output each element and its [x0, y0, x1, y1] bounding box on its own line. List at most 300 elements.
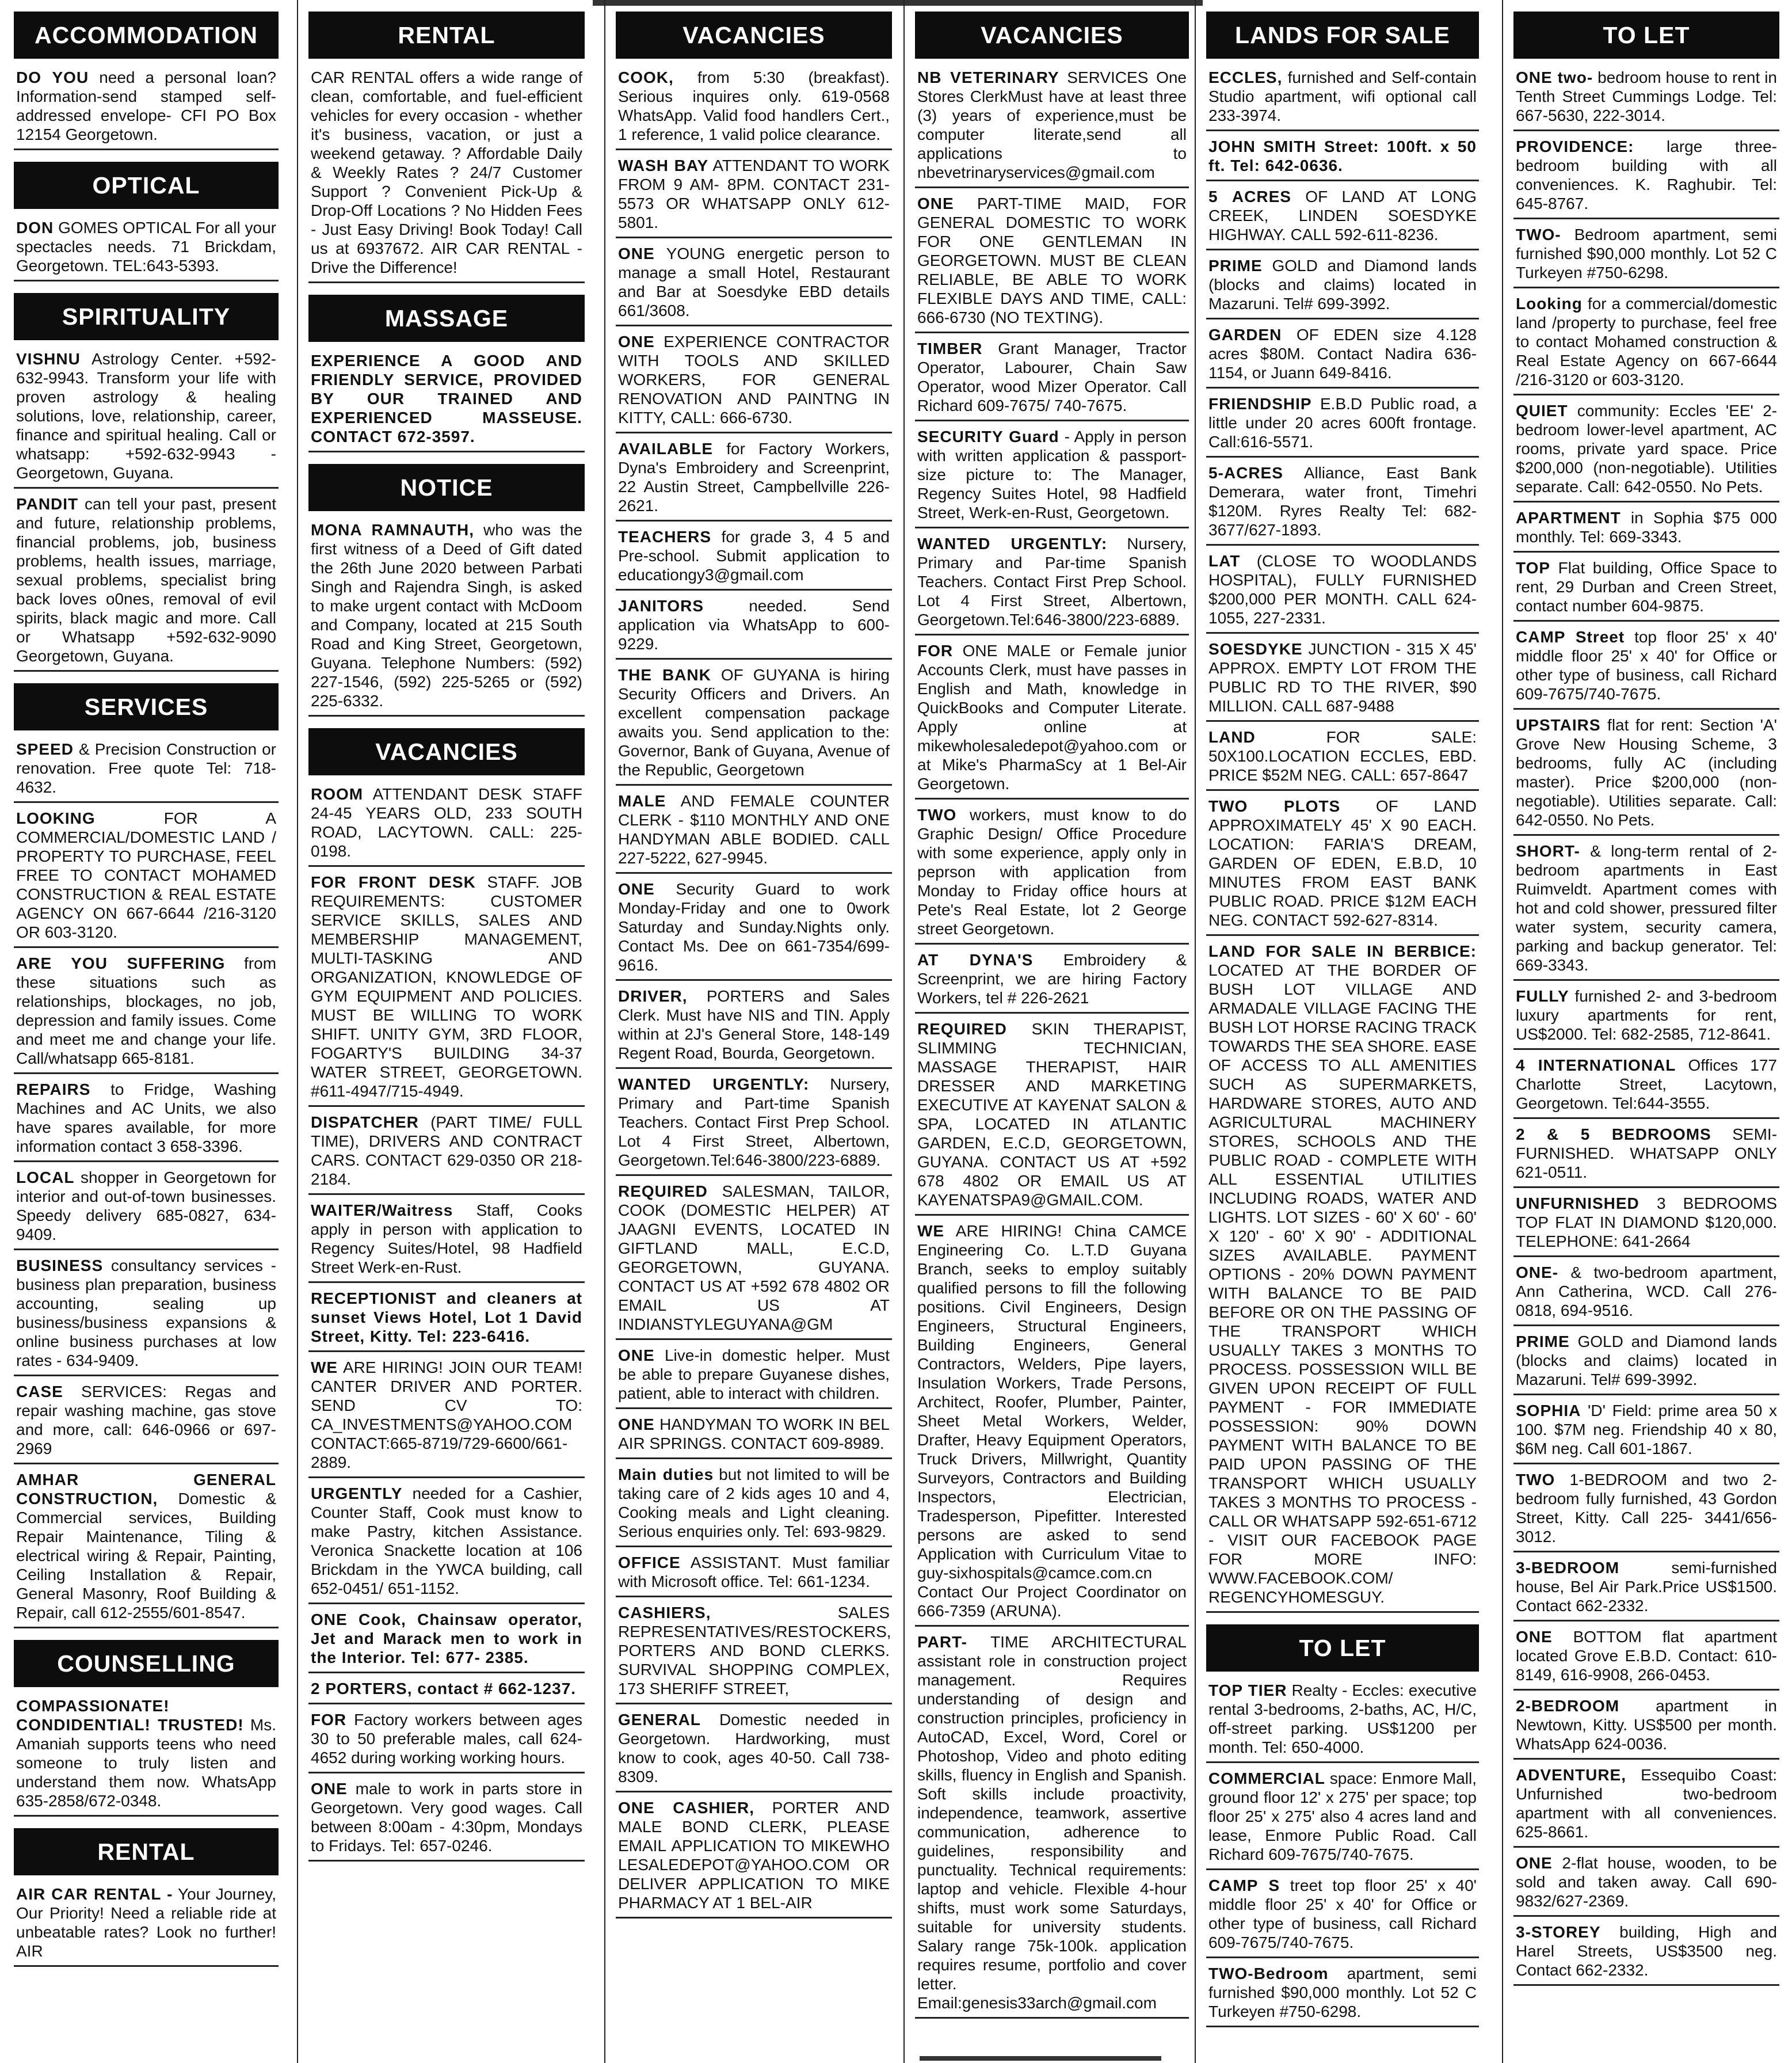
- classified-column: [1513, 0, 1779, 2063]
- ad-lead: ONE Cook, Chainsaw operator, Jet and Marack men to work in the Interior. Tel: 677- 2385.: [311, 1611, 582, 1666]
- ad-text: Essequibo Coast: Unfurnished two-bedroom apartment with all conveniences. 625-8661.: [1516, 1766, 1777, 1841]
- classified-ad: [308, 520, 585, 717]
- ad-text: community: Eccles 'EE' 2-bedroom lower-level apartment, AC rooms, private yard space. Price $200,000 (non-negotiable). Utilities separate. Call: 642-0550. No Pets.: [1516, 402, 1778, 496]
- ad-lead: UNFURNISHED: [1516, 1194, 1640, 1212]
- classified-ad: [1206, 1769, 1479, 1870]
- ad-text: OF EDEN size 4.128 acres $80M. Contact Nadira 636-1154, or Juann 649-8416.: [1208, 326, 1477, 382]
- ad-text: Domestic needed in Georgetown. Hardworking, must know to cook, ages 40-50. Call 738-8309.: [618, 1711, 890, 1786]
- classified-ad: [1513, 1332, 1779, 1395]
- classified-ad: [616, 665, 892, 786]
- ad-lead: TWO: [1516, 1471, 1555, 1489]
- section-header: COUNSELLING: [14, 1640, 279, 1687]
- ad-lead: SPEED: [16, 740, 74, 758]
- ad-text: furnished 2- and 3-bedroom luxury apartments for rent, US$2000. Tel: 682-2585, 712-8641.: [1516, 987, 1778, 1043]
- ad-lead: JOHN SMITH Street: 100ft. x 50 ft. Tel: 642-0636.: [1208, 138, 1477, 174]
- ad-text: SALESMAN, TAILOR, COOK (DOMESTIC HELPER) AT JAAGNI EVENTS, LOCATED IN GIFTLAND MALL, E.C.D, GEORGETOWN, GUYANA. CONTACT US AT +592 678 4802 OR EMAIL US AT INDIANSTYLEGUYANA@GM: [618, 1182, 890, 1333]
- ad-lead: UPSTAIRS: [1516, 716, 1601, 734]
- ad-lead: TWO-: [1516, 226, 1561, 243]
- classified-ad: [1206, 325, 1479, 389]
- column-rule: [297, 0, 298, 2063]
- section-header: VACANCIES: [616, 12, 892, 59]
- ad-lead: REPAIRS: [16, 1080, 91, 1098]
- ad-text: Nursery, Primary and Par-time Spanish Teachers. Contact First Prep School. Lot 4 First Street, Albertown, Georgetown.Tel:646-3800/223-6889.: [917, 535, 1187, 629]
- classified-ad: [14, 1382, 279, 1464]
- ad-text: SERVICES: Regas and repair washing machine, gas stove and more, call: 646-0966 or 697-2969: [16, 1383, 277, 1457]
- ad-text: Nursery, Primary and Part-time Spanish Teachers. Contact First Prep School. Lot 4 First Street, Albertown, Georgetown.Tel:646-3800/223-6889.: [618, 1075, 890, 1169]
- ad-lead: LAND FOR SALE IN BERBICE:: [1208, 942, 1477, 960]
- classified-ad: [616, 332, 892, 433]
- ad-lead: DO YOU: [16, 68, 89, 86]
- classified-ad: [915, 641, 1189, 800]
- ad-lead: WE: [311, 1358, 338, 1376]
- classified-ad: [616, 791, 892, 874]
- classified-ad: [1513, 1558, 1779, 1622]
- ad-lead: ONE CASHIER,: [618, 1799, 755, 1817]
- ad-lead: 2 & 5 BEDROOMS: [1516, 1125, 1711, 1143]
- classified-ad: [308, 1610, 585, 1673]
- ad-text: shopper in Georgetown for interior and out-of-town businesses. Speedy delivery 685-0827, 634-9409.: [16, 1168, 276, 1243]
- classified-ad: [1206, 256, 1479, 319]
- classified-ad: [308, 1113, 585, 1195]
- classified-ad: [915, 1221, 1189, 1627]
- ad-lead: ADVENTURE,: [1516, 1766, 1627, 1784]
- classified-ad: [1513, 1470, 1779, 1552]
- section-header: LANDS FOR SALE: [1206, 12, 1479, 59]
- ad-lead: ONE: [618, 245, 655, 262]
- ad-text: Factory workers between ages 30 to 50 preferable males, call 624-4652 during working working hours.: [311, 1711, 583, 1767]
- ad-lead: PRIME: [1516, 1333, 1570, 1350]
- classified-ad: [1513, 1923, 1779, 1986]
- classified-ad: [1513, 1125, 1779, 1188]
- column-rule: [604, 0, 605, 2063]
- ad-text: ASSISTANT. Must familiar with Microsoft office. Tel: 661-1234.: [618, 1554, 890, 1590]
- ad-text: male to work in parts store in Georgetown. Very good wages. Call between 8:00am - 4:30pm, Mondays to Fridays. Tel: 657-0246.: [311, 1780, 583, 1855]
- classified-ad: [1513, 401, 1779, 503]
- ad-text: apartment, semi furnished $90,000 monthly. Lot 52 C Turkeyen #750-6298.: [1208, 1965, 1477, 2020]
- classified-ad: [1513, 1853, 1779, 1917]
- classified-ad: [1513, 627, 1779, 710]
- classified-ad: [616, 596, 892, 660]
- ad-lead: TOP TIER: [1208, 1681, 1287, 1699]
- classified-ad: [1206, 942, 1479, 1613]
- section-header: NOTICE: [308, 464, 585, 511]
- ad-text: semi-furnished house, Bel Air Park.Price US$1500. Contact 662-2332.: [1516, 1559, 1777, 1615]
- classified-ad: [14, 1080, 279, 1162]
- classified-ad: [616, 1798, 892, 1919]
- section-header: SERVICES: [14, 683, 279, 730]
- ad-lead: QUIET: [1516, 402, 1568, 420]
- ad-lead: PROVIDENCE:: [1516, 138, 1634, 155]
- classified-ad: [1513, 715, 1779, 836]
- ad-text: for Factory Workers, Dyna's Embroidery and Screenprint, 22 Austin Street, Campbellville 226-2621.: [618, 440, 890, 515]
- ad-lead: MONA RAMNAUTH,: [311, 521, 475, 539]
- ad-lead: WAITER/Waitress: [311, 1201, 453, 1219]
- ad-lead: MALE: [618, 792, 666, 810]
- classified-ad: [308, 1779, 585, 1862]
- ad-text: (PART TIME/ FULL TIME), DRIVERS AND CONTRACT CARS. CONTACT 629-0350 OR 218-2184.: [311, 1113, 582, 1188]
- ad-lead: DON: [16, 219, 54, 237]
- ad-lead: TOP: [1516, 559, 1551, 577]
- ad-lead: 4 INTERNATIONAL: [1516, 1056, 1676, 1074]
- ad-lead: GARDEN: [1208, 326, 1282, 344]
- classified-ad: [915, 805, 1189, 945]
- ad-text: CAR RENTAL offers a wide range of clean, comfortable, and fuel-efficient vehicles for every occasion - whether it's business, vacation, or just a weekend getaway. ? Affordable Daily & Weekly Rates ? 24/7 Customer Support ? Convenient Pick-Up & Drop-Off Locations ? No Hidden Fees - Just Easy Driving! Book Today! Call us at 6937672. AIR CAR RENTAL - Drive the Difference!: [311, 68, 582, 276]
- ad-lead: COMMERCIAL: [1208, 1769, 1325, 1787]
- ad-lead: LOOKING: [16, 809, 96, 827]
- section-header: TO LET: [1206, 1624, 1479, 1672]
- ad-text: flat for rent: Section 'A' Grove New Housing Scheme, 3 bedrooms, fully AC (including master). Price $200,000 (non-negotiable). Utilities separate. Call: 642-0550. No Pets.: [1516, 716, 1778, 829]
- ad-lead: AIR CAR RENTAL -: [16, 1885, 173, 1903]
- ad-lead: LAND: [1208, 728, 1256, 746]
- ad-text: ARE HIRING! JOIN OUR TEAM! CANTER DRIVER AND PORTER. SEND CV TO: CA_INVESTMENTS@YAHOO.COM CONTACT:665-8719/729-6600/661-2889.: [311, 1358, 582, 1471]
- ad-lead: ONE: [1516, 1854, 1553, 1872]
- classified-ad: [616, 1553, 892, 1597]
- section-header: ACCOMMODATION: [14, 12, 279, 59]
- section-header: OPTICAL: [14, 162, 279, 209]
- ad-lead: SOESDYKE: [1208, 640, 1303, 658]
- ad-lead: ONE: [311, 1780, 348, 1798]
- classified-ad: [14, 1696, 279, 1817]
- section-header: RENTAL: [14, 1828, 279, 1875]
- ad-lead: ROOM: [311, 785, 364, 803]
- ad-text: can tell your past, present and future, relationship problems, financial problems, job, business problems, health issues, marriage, sexual problems, specialist bring back loves o0nes, removal of evil spirits, black magic and more. Call or Whatsapp +592-632-9090 Georgetown, Guyana.: [16, 495, 277, 665]
- classified-ad: [14, 68, 279, 150]
- ad-lead: BUSINESS: [16, 1257, 104, 1274]
- classified-ad: [1513, 1401, 1779, 1464]
- classified-ad: [915, 1019, 1189, 1216]
- classified-ad: [14, 954, 279, 1074]
- classified-ad: [616, 1415, 892, 1459]
- classified-ad: [616, 527, 892, 591]
- section-header: TO LET: [1513, 12, 1779, 59]
- ad-lead: SOPHIA: [1516, 1402, 1581, 1419]
- ad-lead: AVAILABLE: [618, 440, 714, 458]
- ad-text: 3 BEDROOMS TOP FLAT IN DIAMOND $120,000. TELEPHONE: 641-2664: [1516, 1194, 1778, 1250]
- ad-lead: AT DYNA'S: [917, 951, 1034, 969]
- classified-ad: [308, 873, 585, 1107]
- ad-text: OF LAND APPROXIMATELY 45' X 90 EACH. LOCATION: FARIA'S DREAM, GARDEN OF EDEN, E.B.D, 10 MINUTES FROM EAST BANK PUBLIC ROAD. PRICE $12M EACH NEG. CONTACT 592-627-8314.: [1208, 797, 1477, 929]
- classified-ad: [308, 1710, 585, 1773]
- ad-lead: RECEPTIONIST and cleaners at sunset Views Hotel, Lot 1 David Street, Kitty. Tel: 223-6416.: [311, 1289, 582, 1345]
- ad-text: Offices 177 Charlotte Street, Lacytown, Georgetown. Tel:644-3555.: [1516, 1056, 1777, 1112]
- ad-text: 'D' Field: prime area 50 x 100. $7M neg. Friendship 40 x 80, $6M neg. Call 601-1867.: [1516, 1402, 1778, 1457]
- classified-ad: [14, 1885, 279, 1967]
- classified-ad: [616, 1182, 892, 1340]
- ad-lead: PANDIT: [16, 495, 79, 513]
- ad-lead: Looking: [1516, 295, 1583, 313]
- ad-text: & Precision Construction or renovation. Free quote Tel: 718-4632.: [16, 740, 276, 796]
- ad-text: Flat building, Office Space to rent, 29 Durban and Creen Street, contact number 604-9875.: [1516, 559, 1778, 615]
- ad-lead: OFFICE: [618, 1554, 681, 1571]
- ad-lead: LOCAL: [16, 1168, 75, 1186]
- ad-text: need a personal loan? Information-send stamped self-addressed envelope- CFI PO Box 12154 Georgetown.: [16, 68, 277, 143]
- ad-lead: ONE two-: [1516, 68, 1593, 86]
- classified-ad: [616, 156, 892, 238]
- ad-text: Astrology Center. +592-632-9943. Transform your life with proven astrology & healing solutions, love, relationship, career, finance and spiritual healing. Call or whatsapp: +592-632-9943 - Georgetown, Guyana.: [16, 350, 277, 482]
- ad-text: in Sophia $75 000 monthly. Tel: 669-3343.: [1516, 509, 1778, 546]
- ad-text: GOMES OPTICAL For all your spectacles needs. 71 Brickdam, Georgetown. TEL:643-5393.: [16, 219, 276, 275]
- ad-text: SERVICES One Stores ClerkMust have at least three (3) years of experience,must be computer literate,send all applications to nbevetrinaryservices@gmail.com: [917, 68, 1187, 181]
- classified-ad: [1513, 225, 1779, 288]
- classified-ad: [1513, 987, 1779, 1050]
- ad-lead: COMPASSIONATE! CONDIDENTIAL! TRUSTED!: [16, 1697, 244, 1734]
- classified-ad: [616, 1710, 892, 1792]
- ad-text: bedroom house to rent in Tenth Street Cummings Lodge. Tel: 667-5630, 222-3014.: [1516, 68, 1777, 124]
- classified-column: [616, 0, 892, 2063]
- ad-text: to Fridge, Washing Machines and AC Units, we also have spares available, for more information contact 3 658-3396.: [16, 1080, 277, 1155]
- classified-ad: [1206, 187, 1479, 250]
- ad-text: Your Journey, Our Priority! Need a reliable ride at unbeatable rates? Look no further! AIR: [16, 1885, 277, 1960]
- classified-ad: [1206, 463, 1479, 546]
- classified-ad: [616, 987, 892, 1069]
- ad-text: large three-bedroom building with all conveniences. K. Raghubir. Tel: 645-8767.: [1516, 138, 1777, 212]
- ad-text: ONE MALE or Female junior Accounts Clerk, must have passes in English and Math, knowledge in QuickBooks and Computer Literate. Apply online at mikewholesaledepot@yahoo.com or at Mike's PharmaScy at 1 Bel-Air Georgetown.: [917, 642, 1187, 793]
- classified-ad: [1206, 797, 1479, 936]
- classified-ad: [14, 494, 279, 672]
- classified-ad: [308, 68, 585, 283]
- ad-lead: ECCLES,: [1208, 68, 1283, 86]
- ad-text: Realty - Eccles: executive rental 3-bedrooms, 2-baths, AC, H/C, off-street parking. US$1200 per month. Tel: 650-4000.: [1208, 1681, 1477, 1756]
- classified-ad: [915, 427, 1189, 528]
- ad-text: but not limited to will be taking care of 2 kids ages 10 and 4, Cooking meals and Light cleaning. Serious enquiries only. Tel: 693-9829.: [618, 1466, 890, 1540]
- classified-ad: [1513, 1194, 1779, 1257]
- ad-text: who was the first witness of a Deed of Gift dated the 26th June 2020 between Parbati Singh and Rajendra Singh, is asked to make urgent contact with McDoom and Company, located at 215 South Road and King Street, Georgetown, Guyana. Telephone Numbers: (592) 227-1546, (592) 225-5265 or (592) 225-6332.: [311, 521, 582, 710]
- ad-lead: ONE-: [1516, 1263, 1558, 1281]
- ad-text: top floor 25' x 40' middle floor 25' x 40' for Office or other type of business, call Richard 609-7675/740-7675.: [1516, 628, 1777, 703]
- ad-lead: 3-STOREY: [1516, 1923, 1601, 1941]
- ad-text: GOLD and Diamond lands (blocks and claims) located in Mazaruni. Tel# 699-3992.: [1516, 1333, 1777, 1388]
- classified-ad: [1206, 728, 1479, 791]
- ad-text: 1-BEDROOM and two 2-bedroom fully furnished, 43 Gordon Street, Kitty. Call 225- 3441/656-3012.: [1516, 1471, 1777, 1546]
- ad-text: Staff, Cooks apply in person with application to Regency Suites/Hotel, 98 Hadfield Street Werk-en-Rust.: [311, 1201, 582, 1276]
- ad-lead: ONE: [1516, 1628, 1553, 1646]
- ad-text: building, High and Harel Streets, US$3500 neg. Contact 662-2332.: [1516, 1923, 1777, 1979]
- classified-ad: [915, 68, 1189, 188]
- ad-lead: 2-BEDROOM: [1516, 1697, 1620, 1715]
- ad-lead: 3-BEDROOM: [1516, 1559, 1620, 1577]
- ad-lead: PART-: [917, 1633, 967, 1651]
- ad-text: Bedroom apartment, semi furnished $90,000 monthly. Lot 52 C Turkeyen #750-6298.: [1516, 226, 1778, 281]
- classified-ad: [616, 1603, 892, 1704]
- ad-text: from 5:30 (breakfast). Serious inquires only. 619-0568 WhatsApp. Valid food handlers Cert., 1 reference, 1 valid police clearance.: [618, 68, 890, 143]
- ad-text: FOR A COMMERCIAL/DOMESTIC LAND / PROPERTY TO PURCHASE, FEEL FREE TO CONTACT MOHAMED CONSTRUCTION & REAL ESTATE AGENCY ON 667-6644 /216-3120 OR 603-3120.: [16, 809, 276, 941]
- ad-text: apartment in Newtown, Kitty. US$500 per month. WhatsApp 624-0036.: [1516, 1697, 1778, 1753]
- classified-column: [14, 0, 279, 2063]
- classified-ad: [1206, 640, 1479, 722]
- classified-ad: [308, 785, 585, 867]
- classified-ad: [1206, 1964, 1479, 2027]
- ad-text: Embroidery & Screenprint, we are hiring Factory Workers, tel # 226-2621: [917, 951, 1187, 1007]
- ad-lead: CAMP S: [1208, 1877, 1280, 1894]
- ad-lead: CASE: [16, 1383, 63, 1400]
- ad-text: JUNCTION - 315 X 45' APPROX. EMPTY LOT FROM THE PUBLIC RD TO THE RIVER, $90 MILLION. CALL 687-9488: [1208, 640, 1477, 715]
- classified-ad: [616, 880, 892, 981]
- ad-text: TIME ARCHITECTURAL assistant role in construction project management. Requires understanding of design and construction principles, proficiency in AutoCAD, Excel, Word, Corel or Photoshop, Video and photo editing skills, fluency in English and Spanish. Soft skills include proactivity, independence, teamwork, assertive communication, adherence to guidelines, responsibility and punctuality. Technical requirements: laptop and vehicle. Flexible 4-hour shifts, must work some Saturdays, suitable for university students. Salary range 75k-100k. application requires resume, portfolio and cover letter. Email:genesis33arch@gmail.com: [917, 1633, 1187, 2012]
- classified-ad: [1513, 1696, 1779, 1760]
- ad-lead: 5-ACRES: [1208, 464, 1283, 482]
- ad-text: Alliance, East Bank Demerara, water front, Timehri $120M. Ryres Realty Tel: 682-3677/627-1893.: [1208, 464, 1477, 539]
- classified-ad: [1513, 842, 1779, 981]
- ad-text: ATTENDANT DESK STAFF 24-45 YEARS OLD, 233 SOUTH ROAD, LACYTOWN. CALL: 225-0198.: [311, 785, 582, 860]
- ad-text: (CLOSE TO WOODLANDS HOSPITAL), FULLY FURNISHED $200,000 PER MONTH. CALL 624-1055, 227-2331.: [1208, 552, 1477, 627]
- ad-lead: ONE: [618, 1415, 655, 1433]
- ad-lead: CASHIERS,: [618, 1604, 711, 1622]
- classified-ad: [308, 1484, 585, 1604]
- ad-text: & two-bedroom apartment, Ann Catherina, WCD. Call 276-0818, 694-9516.: [1516, 1263, 1777, 1319]
- ad-lead: LAT: [1208, 552, 1241, 570]
- classified-ad: [14, 1168, 279, 1250]
- classified-ad: [308, 1679, 585, 1704]
- ad-text: ATTENDANT TO WORK FROM 9 AM- 8PM. CONTACT 231-5573 OR WHATSAPP ONLY 612-5801.: [618, 157, 890, 231]
- ad-lead: NB VETERINARY: [917, 68, 1059, 86]
- ad-lead: WE: [917, 1222, 945, 1240]
- ad-text: Domestic & Commercial services, Building Repair Maintenance, Tiling & electrical wiring & Repair, Painting, Ceiling Installation & Repair, General Masonry, Roof Building & Repair, call 612-2555/601-8547.: [16, 1490, 276, 1622]
- classified-ad: [1513, 1765, 1779, 1848]
- ad-text: YOUNG energetic person to manage a small Hotel, Restaurant and Bar at Soesdyke EBD details 661/3608.: [618, 245, 890, 319]
- ad-text: needed. Send application via WhatsApp to 600-9229.: [618, 597, 890, 653]
- ad-text: OF LAND AT LONG CREEK, LINDEN SOESDYKE HIGHWAY. CALL 592-611-8236.: [1208, 188, 1477, 243]
- ad-text: for grade 3, 4 5 and Pre-school. Submit application to educationgy3@gmail.com: [618, 528, 890, 584]
- ad-text: E.B.D Public road, a little under 20 acres 600ft frontage. Call:616-5571.: [1208, 395, 1477, 451]
- ad-lead: WANTED URGENTLY:: [917, 535, 1108, 553]
- classified-ad: [308, 1358, 585, 1478]
- ad-lead: FULLY: [1516, 987, 1569, 1005]
- ad-text: for a commercial/domestic land /property to purchase, feel free to contact Mohamed construction & Real Estate Agency on 667-6644 /216-3120 or 603-3120.: [1516, 295, 1778, 389]
- section-header: VACANCIES: [915, 12, 1189, 59]
- ad-text: GOLD and Diamond lands (blocks and claims) located in Mazaruni. Tel# 699-3992.: [1208, 257, 1477, 313]
- classified-ad: [616, 244, 892, 326]
- classified-ad: [14, 218, 279, 281]
- section-header: VACANCIES: [308, 728, 585, 775]
- ad-lead: TWO PLOTS: [1208, 797, 1341, 815]
- classified-column: [308, 0, 585, 2063]
- ad-text: from these situations such as relationships, blockages, no job, depression and family issues. Come and meet me and change your life. Call/whatsapp 665-8181.: [16, 954, 277, 1067]
- classified-ad: [915, 1632, 1189, 2019]
- ad-text: FOR SALE: 50X100.LOCATION ECCLES, EBD. PRICE $52M NEG. CALL: 657-8647: [1208, 728, 1477, 784]
- ad-lead: ONE: [618, 880, 655, 898]
- section-header: SPIRITUALITY: [14, 293, 279, 340]
- ad-lead: TWO: [917, 806, 957, 824]
- ad-text: PORTERS and Sales Clerk. Must have NIS and TIN. Apply within at 2J's General Store, 148-149 Regent Road, Bourda, Georgetown.: [618, 987, 890, 1062]
- classified-ad: [14, 1470, 279, 1628]
- ad-lead: TWO-Bedroom: [1208, 1965, 1329, 1982]
- classified-ad: [1206, 394, 1479, 458]
- classified-ad: [1206, 137, 1479, 181]
- ad-text: needed for a Cashier, Counter Staff, Cook must know to make Pastry, kitchen Assistance. Veronica Snackette location at 106 Brickdam in the YWCA building, call 652-0451/ 651-1152.: [311, 1485, 582, 1597]
- ad-text: - Apply in person with written application & passport-size picture to: The Manager, Regency Suites Hotel, 98 Hadfield Street, Werk-en-Rust, Georgetown.: [917, 428, 1187, 522]
- classified-ad: [1206, 551, 1479, 634]
- ad-lead: REQUIRED: [917, 1020, 1007, 1038]
- ad-lead: ONE: [618, 333, 655, 351]
- classified-ad: [1513, 1263, 1779, 1326]
- ad-lead: URGENTLY: [311, 1485, 403, 1502]
- ad-text: LOCATED AT THE BORDER OF BUSH LOT VILLAGE AND ARMADALE VILLAGE FACING THE BUSH LOT HORSE RACING TRACK TOWARDS THE SEA SHORE. EASE OF ACCESS TO ALL AMENITIES SUCH AS SUPERMARKETS, HARDWARE STORES, AUTO AND AGRICULTURAL MACHINERY STORES, SCHOOLS AND THE PUBLIC ROAD - COMPLETE WITH ALL ESSENTIAL UTILITIES INCLUDING ROADS, WATER AND LIGHTS. LOT SIZES - 60' X 60' - 60' X 120' - 60' X 90' - ADDITIONAL SIZES AVAILABLE. PAYMENT OPTIONS - 20% DOWN PAYMENT WITH BALANCE TO BE PAID BEFORE OR ON THE PASSING OF THE TRANSPORT WHICH USUALLY TAKES 3 MONTHS TO PROCESS. POSSESSION WILL BE GIVEN UPON RECEIPT OF FULL PAYMENT - FOR IMMEDIATE POSSESSION: 90% DOWN PAYMENT WITH BALANCE TO BE PAID UPON PASSING OF THE TRANSPORT WHICH USUALLY TAKES 3 MONTHS TO PROCESS - CALL OR WHATSAPP 592-651-6712 - VISIT OUR FACEBOOK PAGE FOR MORE INFO: WWW.FACEBOOK.COM/ REGENCYHOMESGUY.: [1208, 961, 1477, 1606]
- ad-lead: VISHNU: [16, 350, 81, 368]
- classified-ad: [1513, 294, 1779, 395]
- classified-ad: [616, 1075, 892, 1176]
- ad-text: HANDYMAN TO WORK IN BEL AIR SPRINGS. CONTACT 609-8989.: [618, 1415, 890, 1452]
- ad-lead: 5 ACRES: [1208, 188, 1291, 205]
- classified-ad: [1513, 68, 1779, 131]
- ad-lead: FOR: [917, 642, 954, 660]
- ad-text: PORTER AND MALE BOND CLERK, PLEASE EMAIL APPLICATION TO MIKEWHO LESALEDEPOT@YAHOO.COM OR DELIVER APPLICATION TO MIKE PHARMACY AT 1 BEL-AIR: [618, 1799, 890, 1912]
- ad-text: EXPERIENCE CONTRACTOR WITH TOOLS AND SKILLED WORKERS, FOR GENERAL RENOVATION AND PAINTNG IN KITTY, CALL: 666-6730.: [618, 333, 890, 427]
- classified-ad: [616, 1465, 892, 1547]
- ad-lead: FRIENDSHIP: [1208, 395, 1312, 413]
- ad-text: space: Enmore Mall, ground floor 12' x 275' per space; top floor 25' x 275' also 4 acres land and lease, Enmore Public Road. Call Richard 609-7675/740-7675.: [1208, 1769, 1477, 1863]
- ad-lead: Main duties: [618, 1466, 714, 1483]
- ad-lead: WANTED URGENTLY:: [618, 1075, 810, 1093]
- ad-lead: FOR FRONT DESK: [311, 873, 476, 891]
- classified-ad: [1513, 508, 1779, 553]
- ad-text: AND FEMALE COUNTER CLERK - $110 MONTHLY AND ONE HANDYMAN ABLE BODIED. CALL 227-5222, 627-9945.: [618, 792, 890, 867]
- ad-lead: ONE: [917, 195, 954, 212]
- ad-text: ARE HIRING! China CAMCE Engineering Co. L.T.D Guyana Branch, seeks to employ suitably qualified persons to fill the following positions. Civil Engineers, Design Engineers, Structural Engineers, Building Engineers, General Contractors, Welders, Pipe layers, Insulation Workers, Trade Persons, Architect, Roofer, Plumber, Painter, Sheet Metal Workers, Welder, Drafter, Heavy Equipment Operators, Truck Drivers, Millwright, Quantity Surveyors, Contractors and Building Inspectors, Electrician, Tradesperson, Pipefitter. Interested persons are asked to send Application with Curriculum Vitae to guy-sixhospitals@camce.com.cn Contact Our Project Coordinator on 666-7359 (ARUNA).: [917, 1222, 1187, 1620]
- ad-lead: ONE: [618, 1346, 655, 1364]
- classified-ad: [1513, 1056, 1779, 1119]
- ad-lead: APARTMENT: [1516, 509, 1621, 527]
- ad-text: treet top floor 25' x 40' middle floor 25' x 40' for Office or other type of business, call Richard 609-7675/740-7675.: [1208, 1877, 1477, 1951]
- ad-lead: AMHAR GENERAL CONSTRUCTION,: [16, 1471, 276, 1508]
- ad-lead: TEACHERS: [618, 528, 712, 546]
- classified-column: [915, 0, 1189, 2063]
- ad-lead: COOK,: [618, 68, 674, 86]
- ad-lead: SHORT-: [1516, 842, 1580, 860]
- classified-ad: [308, 351, 585, 452]
- ad-lead: 2 PORTERS, contact # 662-1237.: [311, 1680, 577, 1697]
- classified-ad: [1206, 1876, 1479, 1958]
- ad-text: workers, must know to do Graphic Design/ Office Procedure with some experience, apply only in peprson with application from Monday to Friday office hours at Pete's Real Estate, lot 2 George street Georgetown.: [917, 806, 1187, 938]
- ad-lead: REQUIRED: [618, 1182, 708, 1200]
- classified-ad: [915, 950, 1189, 1014]
- classified-column: [1206, 0, 1479, 2063]
- section-header: RENTAL: [308, 12, 585, 59]
- ad-lead: DISPATCHER: [311, 1113, 419, 1131]
- classified-ad: [915, 534, 1189, 635]
- classified-ad: [308, 1201, 585, 1283]
- ad-text: PART-TIME MAID, FOR GENERAL DOMESTIC TO WORK FOR ONE GENTLEMAN IN GEORGETOWN. MUST BE CLEAN RELIABLE, BE ABLE TO WORK FLEXIBLE DAYS AND TIME, CALL: 666-6730 (NO TEXTING).: [917, 195, 1187, 326]
- section-header: MASSAGE: [308, 295, 585, 342]
- ad-text: Grant Manager, Tractor Operator, Labourer, Chain Saw Operator, wood Mizer Operator. Call Richard 609-7675/ 740-7675.: [917, 340, 1187, 414]
- classified-ad: [14, 349, 279, 489]
- classified-ad: [1513, 137, 1779, 219]
- ad-text: SKIN THERAPIST, SLIMMING TECHNICIAN, MASSAGE THERAPIST, HAIR DRESSER AND MARKETING EXECUTIVE AT KAYENAT SALON & SPA, LOCATED IN ATLANTIC GARDEN, E.C.D, GEORGETOWN, GUYANA. CONTACT US AT +592 678 4802 OR EMAIL US AT KAYENATSPA9@GMAIL.COM.: [917, 1020, 1187, 1209]
- classified-ad: [915, 339, 1189, 421]
- classified-ad: [1206, 68, 1479, 131]
- classified-ad: [1513, 558, 1779, 622]
- ad-lead: TIMBER: [917, 340, 983, 357]
- ad-text: SALES REPRESENTATIVES/RESTOCKERS, PORTERS AND BOND CLERKS. SURVIVAL SHOPPING COMPLEX, 173 SHERIFF STREET,: [618, 1604, 891, 1697]
- ad-text: Security Guard to work Monday-Friday and one to 0work Saturday and Sunday.Nights only. Contact Ms. Dee on 661-7354/699-9616.: [618, 880, 890, 974]
- classified-ad: [1206, 1681, 1479, 1763]
- ad-lead: CAMP Street: [1516, 628, 1625, 646]
- ad-text: & long-term rental of 2-bedroom apartments in East Ruimveldt. Apartment comes with hot and cold shower, pressured filter water system, security camera, parking and backup generator. Tel: 669-3343.: [1516, 842, 1778, 974]
- ad-lead: ARE YOU SUFFERING: [16, 954, 226, 972]
- ad-lead: FOR: [311, 1711, 347, 1729]
- ad-lead: WASH BAY: [618, 157, 709, 174]
- classified-ad: [616, 439, 892, 522]
- ad-lead: GENERAL: [618, 1711, 701, 1729]
- classified-ad: [14, 1256, 279, 1376]
- ad-lead: JANITORS: [618, 597, 704, 615]
- classified-ad: [915, 194, 1189, 333]
- ad-lead: EXPERIENCE A GOOD AND FRIENDLY SERVICE, PROVIDED BY OUR TRAINED AND EXPERIENCED MASSEUSE. CONTACT 672-3597.: [311, 352, 582, 446]
- ad-text: SEMI-FURNISHED. WHATSAPP ONLY 621-0511.: [1516, 1125, 1778, 1181]
- classified-ad: [1513, 1627, 1779, 1691]
- ad-text: consultancy services - business plan preparation, business accounting, sealing up business/business expansions & online business purchases at low rates - 634-9409.: [16, 1257, 276, 1369]
- ad-lead: PRIME: [1208, 257, 1263, 275]
- classified-ad: [616, 68, 892, 150]
